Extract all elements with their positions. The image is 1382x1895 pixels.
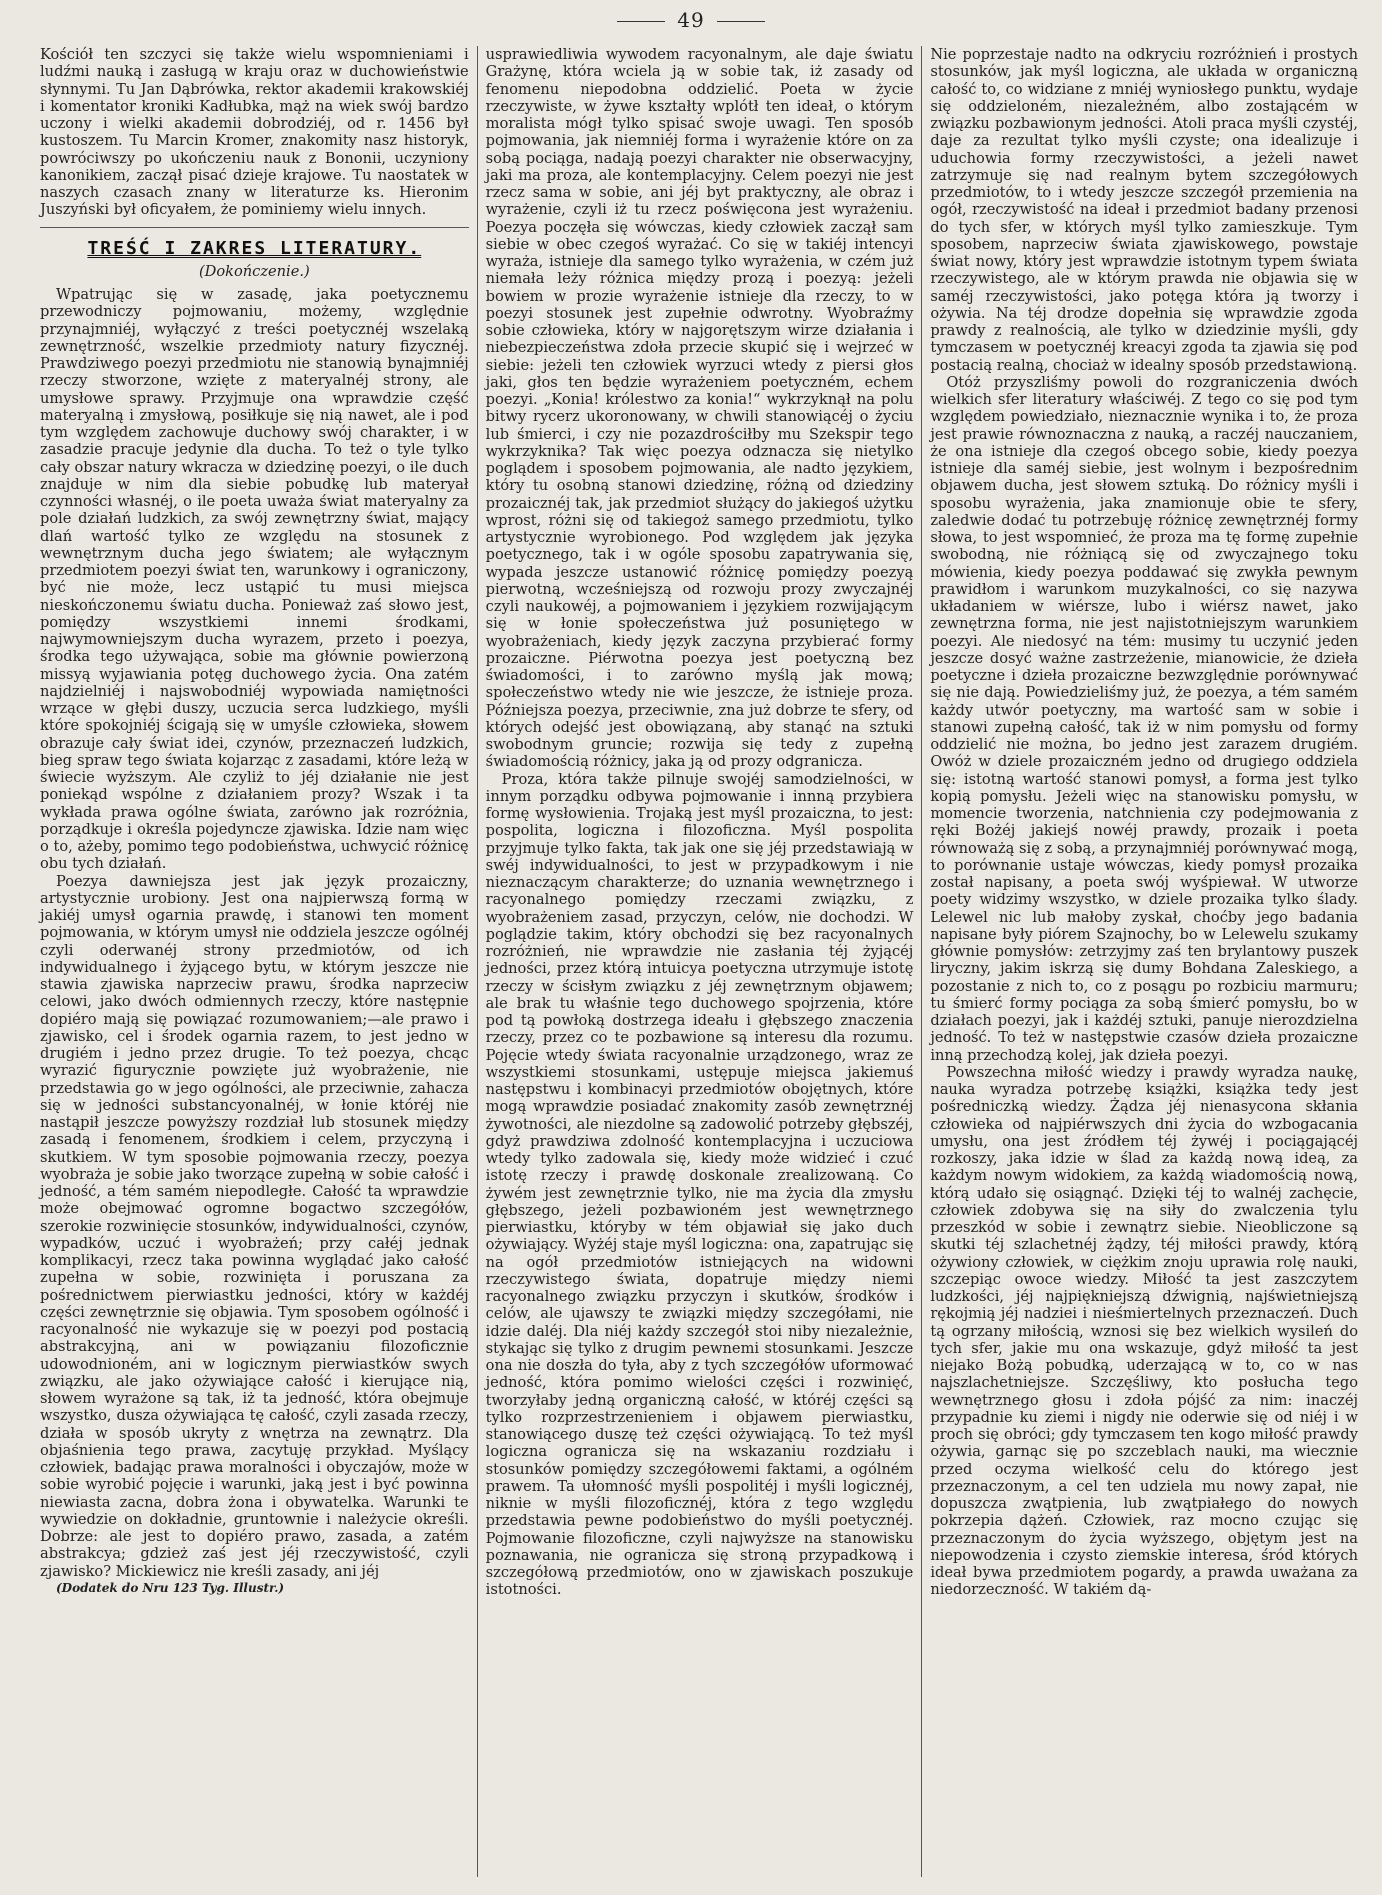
paragraph: Otóż przyszliśmy powoli do rozgraniczenia dwóch wielkich sfer literatury właściwéj. Z tego co się pod tym względem powiedziało, nieznacznie wynika i to, że proza jest prawie równoznaczna z nauką, a raczéj nauczaniem, że ona istnieje dla czegoś obcego sobie, kiedy poezya istnieje dla saméj siebie, jest wolnym i bezpośrednim objawem ducha, jest słowem sztuką. Do różnicy myśli i sposobu wyrażenia, jaka znamionuje obie te sfery, zaledwie dodać tu potrzebuję różnicę zewnętrznéj formy słowa, to jest wspomnieć, że proza ma tę formę zupełnie swobodną, nie różniącą się od zwyczajnego toku mówienia, kiedy poezya poddawać się zwykła pewnym prawidłom i warunkom muzykalności, co się nazywa układaniem w wiérsze, lubo i wiérsz nawet, jako zewnętrzna forma, nie jest najistotniejszym warunkiem poezyi. Ale niedosyć na tém: musimy tu uczynić jeden jeszcze dosyć ważne zastrzeżenie, mianowicie, że dzieła poetyczne i dzieła prozaiczne bezwzględnie porównywać się nie dają. Powiedzieliśmy już, że poezya, a tém samém każdy utwór poetyczny, ma wartość sam w sobie i stanowi zupełną całość, tak iż w nim pomysłu od formy oddzielić nie można, bo jedno jest zarazem drugiém. Owóż w dziele prozaiczném jedno od drugiego oddziela się: istotną wartość stanowi pomysł, a forma jest tylko kopią pomysłu. Jeżeli więc na stanowisku pomysłu, w momencie tworzenia, natchnienia czy podejmowania z ręki Bożéj jakiejś nowéj prawdy, prozaik i poeta równoważą się z sobą, a przynajmniéj porównywać mogą, to porównanie ustaje wówczas, kiedy pomysł prozaika został napisany, a poeta swój wyśpiewał. W utworze poety widzimy wszystko, w dziele prozaika tylko ślady. Lelewel nic lub małoby zyskał, choćby jego badania napisane były piórem Szajnochy, bo w Lelewelu szukamy głównie pomysłów: zetrzyjmy zaś ten brylantowy puszek liryczny, jakim iskrzą się dumy Bohdana Zaleskiego, a pozostanie z nich to, co z posągu po rozbiciu marmuru; tu śmierć formy pociąga za sobą śmierć pomysłu, bo w działach poezyi, jak i każdéj sztuki, panuje nierozdzielna jedność. To też w następstwie czasów dzieła prozaiczne inną przechodzą kolej, jak dzieła poezyi. (930, 373, 1358, 1064)
paragraph: Powszechna miłość wiedzy i prawdy wyradza naukę, nauka wyradza potrzebę książki, książka tedy jest pośredniczką wiedzy. Żądza jéj nienasycona skłania człowieka od najpiérwszych dni życia do wzbogacania umysłu, ona jest źródłem téj żywéj i pociągającéj rozkoszy, jaka idzie w ślad za każdą nową ideą, za każdym nowym widokiem, za każdą wiadomością nową, którą udało się osiągnąć. Dzięki téj to walnéj zachęcie, człowiek zdobywa się na siły do zwalczenia tylu przeszkód w sobie i zewnątrz siebie. Nieobliczone są skutki téj szlachetnéj żądzy, téj miłości prawdy, którą ożywiony człowiek, w ciężkim znoju uprawia rolę nauki, szczepiąc owoce wiedzy. Miłość ta jest zaszczytem ludzkości, jéj najpiękniejszą dźwignią, najświetniejszą rękojmią jéj nadziei i nieśmiertelnych przeznaczeń. Duch tą ogrzany miłością, wznosi się bez wielkich wysileń do tych sfer, jakie mu ona wskazuje, gdyż miłość ta jest niejako Bożą pobudką, uderzającą w to, co w nas najszlachetniejsze. Szczęśliwy, kto posłucha tego wewnętrznego głosu i zdoła pójść za nim: inaczéj przypadnie ku ziemi i nigdy nie oderwie się od niéj i w proch się obróci; gdy tymczasem ten kogo miłość prawdy ożywia, garnąc się po szczeblach nauki, ma wiecznie przed oczyma wielkość celu do którego jest przeznaczonym, a cel ten udziela mu nowy zapał, nie dopuszcza zwątpienia, lub zwątpiałego do nowych pokrzepia dążeń. Człowiek, raz mocno czując się przeznaczonym do życia wyższego, objętym jest na niepowodzenia i czysto ziemskie interesa, śród których ideał bywa przedmiotem pogardy, a prawda uważana za niedorzeczność. W takiém dą- (930, 1063, 1358, 1599)
column-3 (921, 46, 1366, 1877)
paragraph: Proza, która także pilnuje swojéj samodzielności, w innym porządku odbywa pojmowanie i innną przybiera formę wysłowienia. Trojaką jest myśl prozaiczna, to jest: pospolita, logiczna i filozoficzna. Myśl pospolita przyjmuje tylko fakta, tak jak one się jéj przedstawiają w swéj indywidualności, to jest w przypadkowym i nie nieznaczącym charakterze; do uznania wewnętrznego i racyonalnego pomiędzy rzeczami związku, z wyobrażeniem zasad, przyczyn, celów, nie dochodzi. W poglądzie takim, który obchodzi się bez racyonalnych rozróżnień, nie wprawdzie nie zasłania téj żyjącéj jedności, przez którą intuicya poetyczna utrzymuje istotę rzeczy w ścisłym związku z jéj zewnętrznym objawem; ale brak tu właśnie tego duchowego spojrzenia, które pod tą powłoką dostrzega ideału i głębszego znaczenia rzeczy, przez co te pozbawione są interesu dla rozumu. Pojęcie wtedy świata racyonalnie urządzonego, wraz ze wszystkiemi stosunkami, ustępuje miejsca jakiemuś następstwu i kombinacyi przedmiotów obojętnych, które mogą wprawdzie posiadać znakomity zasób zewnętrznéj żywotności, ale niezdolne są zadowolić potrzeby głębszéj, gdyż prawdziwa zdolność kontemplacyjna i uczuciowa wtedy tylko zadowala się, kiedy może widzieć i czuć istotę rzeczy i prawdę doskonale zrealizowaną. Co żywém jest zewnętrznie tylko, nie ma życia dla zmysłu głębszego, jeżeli pozbawioném jest wewnętrznego pierwiastku, któryby w tém objawiał się jako duch ożywiający. Wyżéj staje myśl logiczna: ona, zapatrując się na ogół przedmiotów istniejących na widowni rzeczywistego świata, dopatruje między niemi racyonalnego związku przyczyn i skutków, środków i celów, ale ujawszy te związki między szczegółami, nie idzie daléj. Dla niéj każdy szczegół stoi niby niezależnie, stykając się tylko z drugim pewnemi stosunkami. Jeszcze ona nie doszła do tyła, aby z tych szczegółów uformować jedność, która pomimo wielości części i rozwinięć, tworzyłaby jedną organiczną całość, w któréj części są tylko rozprzestrzenieniem i objawem pierwiastku, stanowiącego duszę też części ożywiającą. To też myśl logiczna ogranicza się na wskazaniu rozdziału i stosunków pomiędzy szczegółowemi faktami, a ogólném prawem. Ta ułomność myśli pospolitéj i myśli logicznéj, niknie w myśli filozoficznéj, która z tego względu przedstawia pewne podobieństwo do myśli poetycznéj. Pojmowanie filozoficzne, czyli najwyższe na stanowisku poznawania, nie ogranicza się stroną przypadkową i szczegółową przedmiotów, ono w zjawiskach poszukuje istotności. (485, 770, 914, 1599)
column-2 (477, 46, 922, 1877)
paragraph: Wpatrując się w zasadę, jaka poetycznemu przewodniczy pojmowaniu, możemy, względnie przynajmniéj, wyłączyć z treści poetycznéj wszelaką zewnętrzność, wszelkie przedmioty natury fizycznéj. Prawdziwego poezyi przedmiotu nie stanowią bynajmniéj rzeczy stworzone, wzięte z materyalnéj strony, ale umysłowe sprawy. Przyjmuje ona wprawdzie część materyalną i zmysłową, posiłkuje się nią nawet, ale i pod tym względem zachowuje duchowy swój charakter, i w zasadzie pracuje jedynie dla ducha. To też o tyle tylko cały obszar natury wkracza w dziedzinę poezyi, o ile duch znajduje w nim dla siebie pobudkę lub materyał czynności własnéj, o ile poeta uważa świat materyalny za pole działań ludzkich, za swój zewnętrzny świat, mający dlań wartość tylko ze względu na stosunek z wewnętrznym ducha jego światem; ale wyłącznym przedmiotem poezyi świat ten, warunkowy i ograniczony, być nie może, lecz ustąpić tu musi miejsca nieskończonemu światu ducha. Ponieważ zaś słowo jest, pomiędzy wszystkiemi innemi środkami, najwymowniejszym ducha wyrazem, przeto i poezya, środka tego używająca, sobie ma głównie powierzoną missyą wyjawiania potęg duchowego życia. Ona zatém najdzielniéj i najswobodniéj wypowiada namiętności wrzące w głębi duszy, uczucia serca ludzkiego, myśli które spokojniéj ścigają się w umyśle człowieka, słowem obrazuje cały świat idei, czynów, przeznaczeń ludzkich, bieg spraw tego świata kojarząc z zasadami, które leżą w świecie wyższym. Ale czyliż to jéj działanie nie jest poniekąd wspólne z działaniem prozy? Wszak i ta wykłada prawa ogólne świata, zarówno jak rozróżnia, porządkuje i określa pojedyncze zjawiska. Idzie nam więc o to, ażeby, pomimo tego podobieństwa, uchwycić różnicę obu tych działań. (40, 286, 469, 873)
paragraph: Poezya dawniejsza jest jak język prozaiczny, artystycznie urobiony. Jest ona najpierwszą formą w jakiéj umysł ogarnia prawdę, i stanowi ten moment pojmowania, w którym umysł nie oddziela jeszcze ogólnéj czyli oderwanéj strony przedmiotów, od ich indywidualnego i żyjącego bytu, w którym jeszcze nie stawia zjawiska naprzeciw prawu, środka naprzeciw celowi, jako dwóch odmiennych rzeczy, które następnie dopiéro mają się powiązać rozumowaniem;—ale prawo i zjawisko, cel i środek ogarnia razem, to jest jedno w drugiém i jedno przez drugie. To też poezya, chcąc wyrazić figurycznie powzięte już wyobrażenie, nie przedstawia go w jego ogólności, ale przeciwnie, zahacza się w jedności substancyonalnéj, w łonie któréj nie nastąpił jeszcze powyższy rozdział lub stosunek między zasadą i fenomenem, środkiem i celem, przyczyną i skutkiem. W tym sposobie pojmowania rzeczy, poezya wyobraża je sobie jako tworzące zupełną w sobie całość i jedność, a tém samém niepodległe. Całość ta wprawdzie może obejmować ogromne bogactwo szczegółów, szerokie rozwinięcie stosunków, indywidualności, czynów, wypadków, uczuć i wyobrażeń; przy całéj jednak komplikacyi, rzecz taka powinna wyglądać jako całość zupełna w sobie, rozwinięta i poruszana za pośrednictwem pierwiastku jedności, który w każdéj części zewnętrznie się objawia. Tym sposobem ogólność i racyonalność nie wykazuje się w poezyi pod postacią abstrakcyjną, ani w powiązaniu filozoficznie udowodnioném, ani w logicznym pierwiastków swych związku, ale jako ożywiające całość i kierujące nią, słowem wyrażone są tak, iż ta jedność, która obejmuje wszystko, dusza ożywiająca tę całość, czyli zasada rzeczy, działa w sposób ukryty z wnętrza na zewnątrz. Dla objaśnienia tego prawa, zacytuję przykład. Myślący człowiek, badając prawa moralności i obyczajów, może w sobie wyrobić pojęcie i warunki, jaką jest i być powinna niewiasta zacna, dobra żona i obywatelka. Warunki te wywiedzie on dokładnie, gruntownie i należycie określi. Dobrze: ale jest to dopiéro prawo, zasada, a zatém abstrakcya; gdzież zaś jest jéj rzeczywistość, czyli zjawisko? Mickiewicz nie kreśli zasady, ani jéj (40, 872, 469, 1580)
supplement-footnote: (Dodatek do Nru 123 Tyg. Illustr.) (56, 1580, 285, 1595)
text-columns (32, 46, 1366, 1877)
church-article-ending: Kościół ten szczyci się także wielu wspomnieniami i ludźmi nauką i zasługą w kraju oraz w duchowieństwie słynnymi. Tu Jan Dąbrówka, rektor akademii krakowskiéj i komentator kroniki Kadłubka, mąż na wiek swój bardzo uczony i wielki akademii dobrodziéj, od r. 1456 był kustoszem. Tu Marcin Kromer, znakomity nasz historyk, powróciwszy po ukończeniu nauk z Bononii, uczyniony kanonikiem, zaczął pisać dzieje krajowe. Tu naostatek w naszych czasach znany w literaturze ks. Hieronim Juszyński był oficyałem, że pominiemy wielu innych. (40, 46, 469, 219)
page-number: 49 (0, 8, 1382, 32)
column-1 (32, 46, 477, 1877)
section-title: TREŚĆ I ZAKRES LITERATURY. (87, 237, 422, 259)
section-subtitle: (Dokończenie.) (198, 262, 310, 280)
article-divider (40, 227, 469, 228)
paragraph: usprawiedliwia wywodem racyonalnym, ale daje światu Grażynę, która wciela ją w sobie tak, iż zasady od fenomenu niepodobna oddzielić. Poeta w życie rzeczywiste, w żywe kształty wplótł ten ideał, o którym moralista mógł tylko spisać swoje uwagi. Ten sposób pojmowania, jak niemniéj forma i wyrażenie które on za sobą pociąga, nadają poezyi charakter nie obserwacyjny, jaki ma proza, ale kontemplacyjny. Celem poezyi nie jest rzecz sama w sobie, ani jéj byt praktyczny, ale obraz i wyrażenie, czyli iż tu rzecz poświęcona jest wyrażeniu. Poezya poczęła się wówczas, kiedy człowiek zaczął sam siebie w obec czegoś wyrażać. Co się w takiéj intencyi wyraża, istnieje dla samego tylko wyrażenia, w czém już niemała leży różnica między prozą i poezyą: jeżeli bowiem w prozie wyrażenie istnieje dla rzeczy, to w poezyi stosunek jest zupełnie odwrotny. Wyobraźmy sobie człowieka, który w najgorętszym wirze działania i niebezpieczeństwa zdoła przecie skupić się i wejrzeć w siebie: jeżeli ten człowiek wyrzuci wtedy z piersi głos jaki, głos ten będzie wyrażeniem poetyczném, echem poezyi. „Konia! królestwo za konia!“ wykrzyknął na polu bitwy rycerz ukoronowany, w chwili stanowiącéj o życiu lub śmierci, i czy nie pozazdrościłby mu Szekspir tego wykrzyknika? Tak więc poezya odznacza się nietylko poglądem i sposobem pojmowania, ale nadto językiem, który tu osobną stanowi dziedzinę, różną od dziedziny prozaicznéj tak, jak przedmiot służący do jakiegoś użytku wprost, różni się od takiegoż samego przedmiotu, tylko artystycznie wyrobionego. Pod względem jak języka poetycznego, tak i w ogóle sposobu zapatrywania się, wypada jeszcze ustanowić różnicę pomiędzy poezyą pierwotną, wcześniejszą od rozwoju prozy zwyczajnéj czyli naukowéj, a pojmowaniem i językiem rozwijającym się w łonie społeczeństwa już posuniętego w wyobrażeniach, kiedy język zaczyna przybierać formy prozaiczne. Piérwotna poezya jest poetyczną bez świadomości, i to zarówno myślą jak mową; społeczeństwo wtedy nie wie jeszcze, że istnieje proza. Późniejsza poezya, przeciwnie, zna już dobrze te sfery, od których odejść jest obowiązaną, aby stanąć na sztuki swobodnym gruncie; rozwija się tedy z zupełną świadomością różnicy, jaka ją od prozy odgranicza. (485, 46, 914, 771)
paragraph: Nie poprzestaje nadto na odkryciu rozróżnień i prostych stosunków, jak myśl logiczna, ale układa w organiczną całość to, co widziane z mniéj wyniosłego punktu, wydaje się oddzieloném, niezależném, albo zostającém w związku pozbawionym jedności. Atoli praca myśli czystéj, daje za rezultat tylko myśli czyste; ona idealizuje i uduchowia formy rzeczywistości, a jeżeli nawet zatrzymuje się nad realnym bytem szczegółowych przedmiotów, to i wtedy jeszcze szczegół przemienia na ogół, rzeczywistość na ideał i przedmiot badany przenosi do tych sfer, w których myśl tylko zamieszkuje. Tym sposobem, naprzeciw świata zjawiskowego, powstaje świat nowy, który jest wprawdzie istotnym typem świata rzeczywistego, ale w którym prawda nie objawia się w saméj rzeczywistości, jako potęga która ją tworzy i ożywia. Na téj drodze dopełnia się wprawdzie zgoda prawdy z realnością, ale tylko w dziedzinie myśli, gdy tymczasem w poetycznéj kreacyi zgoda ta zjawia się pod postacią realną, chociaż w idealny sposób przedstawioną. (930, 46, 1358, 374)
